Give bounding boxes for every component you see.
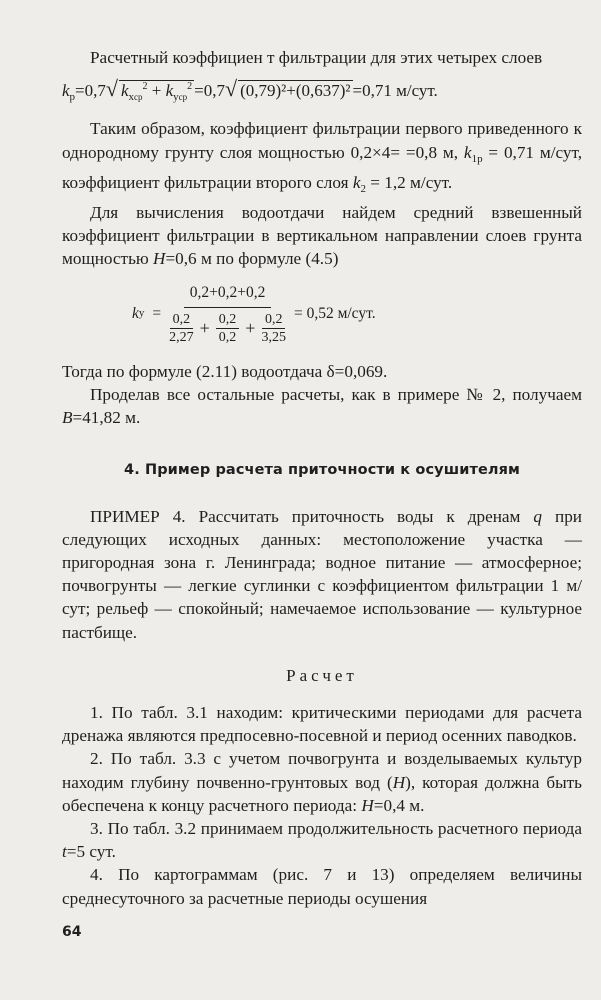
formula-kp [62, 75, 582, 109]
list-item: 3. По табл. 3.2 принимаем продолжительность расчетного периода t=5 сут. [62, 819, 582, 862]
sqrt-icon: √ [225, 76, 238, 102]
formula-result: =0,71 м/сут. [352, 81, 438, 101]
list-item: 4. По картограммам (рис. 7 и 13) определяем величины среднесуточного за расчетные периоды осушения [62, 865, 582, 908]
paragraph-b-result: Проделав все остальные расчеты, как в примере № 2, получаем B=41,82 м. [62, 385, 582, 428]
fraction-numerator: 0,2+0,2+0,2 [184, 281, 272, 308]
section-heading: 4. Пример расчета приточности к осушителям [124, 462, 520, 479]
paragraph-example-4: ПРИМЕР 4. Рассчитать приточность воды к дренам q при следующих исходных данных: местоположение участка — пригородная зона г. Ленинграда; водное питание — атмосферное; почвогрунты — легкие суглинки с коэффициентом фильтрации 1 м/сут; рельеф — спокойный; намечаемое использование — культурное пастбище. [62, 506, 583, 642]
subfraction-3: $\frac{0,2}{3,25}$ [261, 311, 286, 345]
paragraph-water-yield: Для вычисления водоотдачи найдем средний взвешенный коэффициент фильтрации в вертикальном направлении слоев грунта мощностью H=0,6 м по формуле (4.5) [62, 203, 582, 269]
text-column [62, 46, 582, 910]
subfraction-2: $\frac{0,2}{0,2}$ [216, 311, 240, 346]
paragraph-delta: Тогда по формуле (2.11) водоотдача δ=0,069. [62, 361, 388, 381]
calculation-heading: Расчет [286, 665, 358, 685]
radicand-1: $k_{xср}^2 + k_{уср}^2$ [120, 81, 193, 104]
formula-coefficient-2: =0,7 [194, 81, 225, 101]
formula-result: = 0,52 м/сут. [293, 304, 376, 322]
formula-ky: k у = 0,2+0,2+0,2 0,2 2,27 + $\frac{0,2}{0,2}$ + $\frac{0,2}{3,25}$ = 0,52 м/сут. [132, 281, 582, 346]
fraction-main [169, 281, 286, 346]
sqrt-icon: √ [105, 76, 118, 102]
paragraph-filtration-layers: Расчетный коэффициен т фильтрации для этих четырех слоев [90, 48, 543, 67]
list-item: 2. По табл. 3.3 с учетом почвогрунта и возделываемых культур находим глубину почвенно-грунтовых вод (H), которая должна быть обеспечена к концу расчетного периода: H=0,4 м. [62, 749, 583, 815]
fraction-denominator: 0,2 2,27 + $\frac{0,2}{0,2}$ + $\frac{0,2}{3,25}$ [169, 311, 286, 345]
formula-subscript: р [69, 91, 76, 104]
list-item: 1. По табл. 3.1 находим: критическими периодами для расчета дренажа являются предпосевно-посевной и период осенних паводков. [62, 703, 582, 746]
paragraph-conclusion: Таким образом, коэффициент фильтрации первого приведенного к однородному грунту слоя мощностью 0,2×4= =0,8 м, $k_{1р} = 0,71$ м/сут, коэффициент фильтрации второго слоя $k_2 = 1,2$ м/сут. [62, 119, 583, 195]
formula-symbol: k [62, 81, 70, 101]
formula-coefficient: =0,7 [75, 81, 106, 101]
page-number: 64 [62, 924, 82, 940]
radicand-2: (0,79)²+(0,637)² [240, 81, 351, 101]
subfraction-1: 0,2 2,27 [169, 311, 194, 345]
